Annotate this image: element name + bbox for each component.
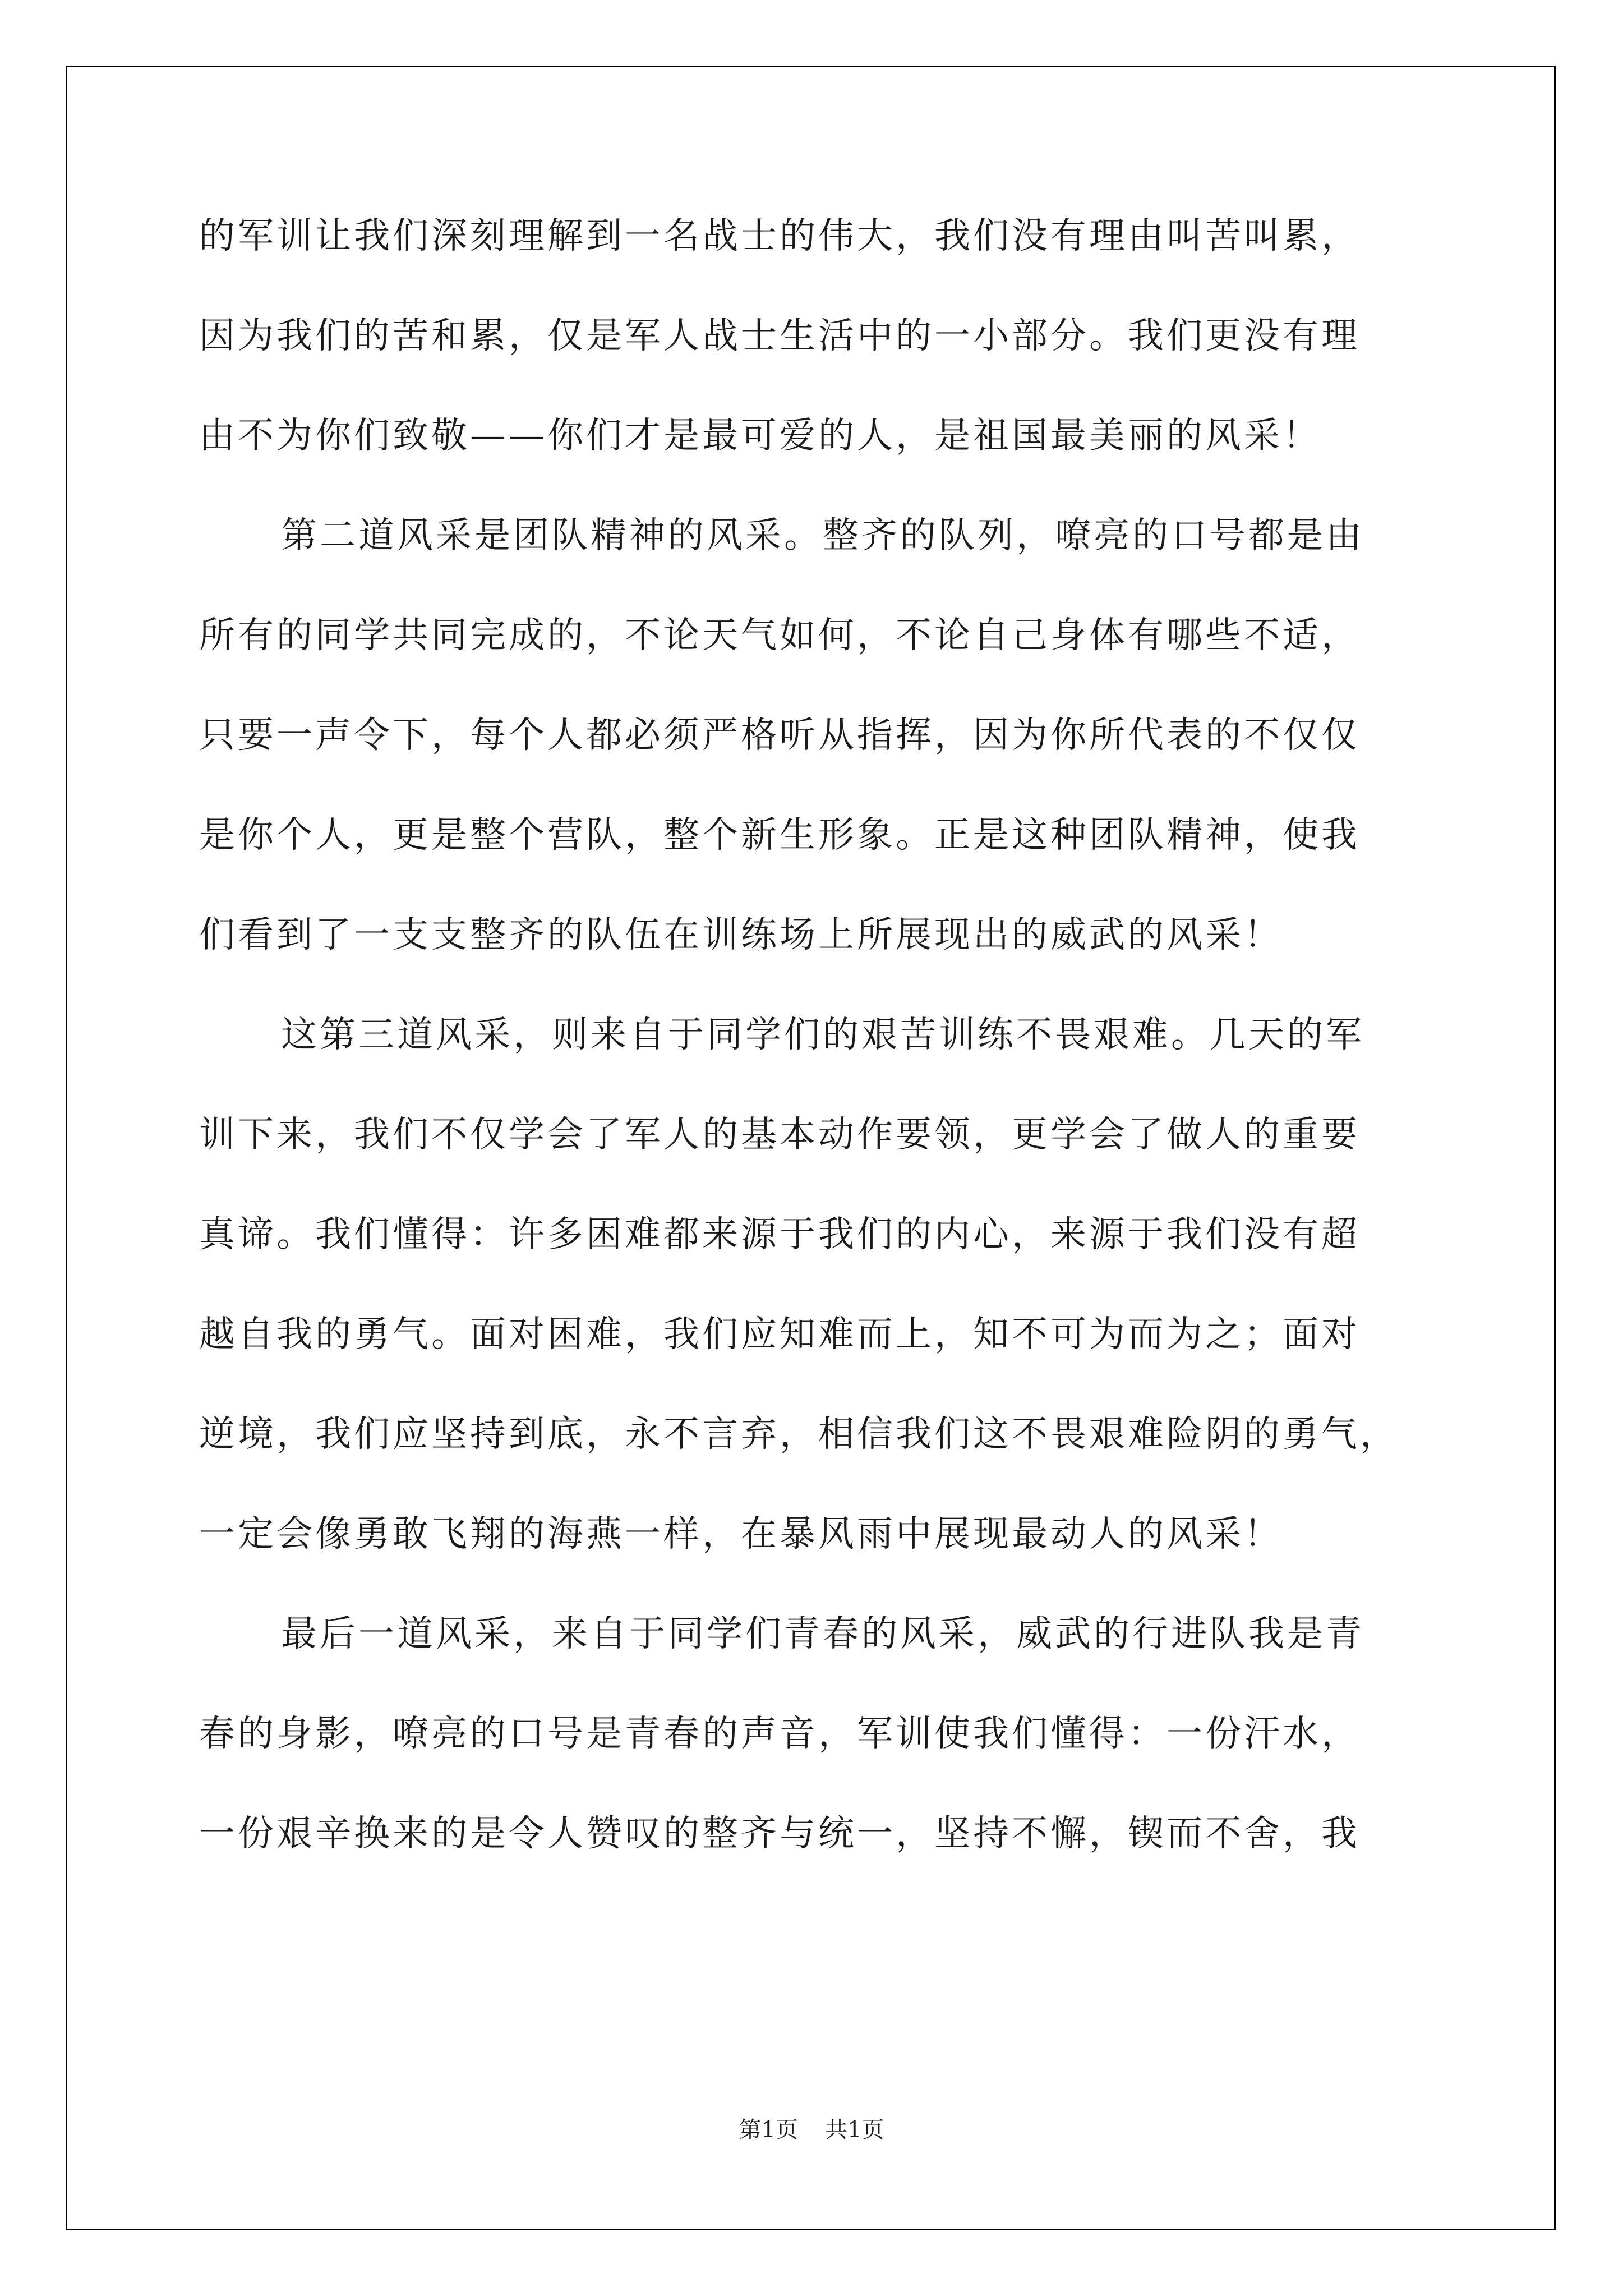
text-line: 只要一声令下，每个人都必须严格听从指挥，因为你所代表的不仅仅 [199,715,1360,756]
page-total: 共1页 [825,2117,884,2143]
paragraph-start-line: 第二道风采是团队精神的风采。整齐的队列，嘹亮的口号都是由 [281,515,1364,556]
text-line: 春的身影，嘹亮的口号是青春的声音，军训使我们懂得：一份汗水， [199,1713,1360,1755]
text-line: 训下来，我们不仅学会了军人的基本动作要领，更学会了做人的重要 [199,1114,1360,1156]
paragraph-start-line: 这第三道风采，则来自于同学们的艰苦训练不畏艰难。几天的军 [281,1014,1364,1056]
text-line: 逆境，我们应坚持到底，永不言弃，相信我们这不畏艰难险阴的勇气， [199,1414,1399,1455]
text-line: 是你个人，更是整个营队，整个新生形象。正是这种团队精神，使我 [199,815,1360,856]
text-line: 所有的同学共同完成的，不论天气如何，不论自己身体有哪些不适， [199,615,1360,656]
text-line: 因为我们的苦和累，仅是军人战士生活中的一小部分。我们更没有理 [199,315,1360,357]
text-line: 真谛。我们懂得：许多困难都来源于我们的内心，来源于我们没有超 [199,1214,1360,1255]
text-line: 一定会像勇敢飞翔的海燕一样，在暴风雨中展现最动人的风采！ [199,1513,1283,1555]
text-line: 越自我的勇气。面对困难，我们应知难而上，知不可为而为之；面对 [199,1314,1360,1355]
document-body [199,186,1433,1884]
text-line: 一份艰辛换来的是令人赞叹的整齐与统一，坚持不懈，锲而不舍，我 [199,1813,1360,1855]
text-line: 的军训让我们深刻理解到一名战士的伟大，我们没有理由叫苦叫累， [199,215,1360,257]
text-line: 由不为你们致敬——你们才是最可爱的人，是祖国最美丽的风采！ [199,415,1321,457]
page-number: 第1页 [739,2117,798,2143]
text-line: 们看到了一支支整齐的队伍在训练场上所展现出的威武的风采！ [199,914,1283,956]
page-footer [0,2116,1623,2144]
paragraph-start-line: 最后一道风采，来自于同学们青春的风采，威武的行进队我是青 [281,1613,1364,1655]
